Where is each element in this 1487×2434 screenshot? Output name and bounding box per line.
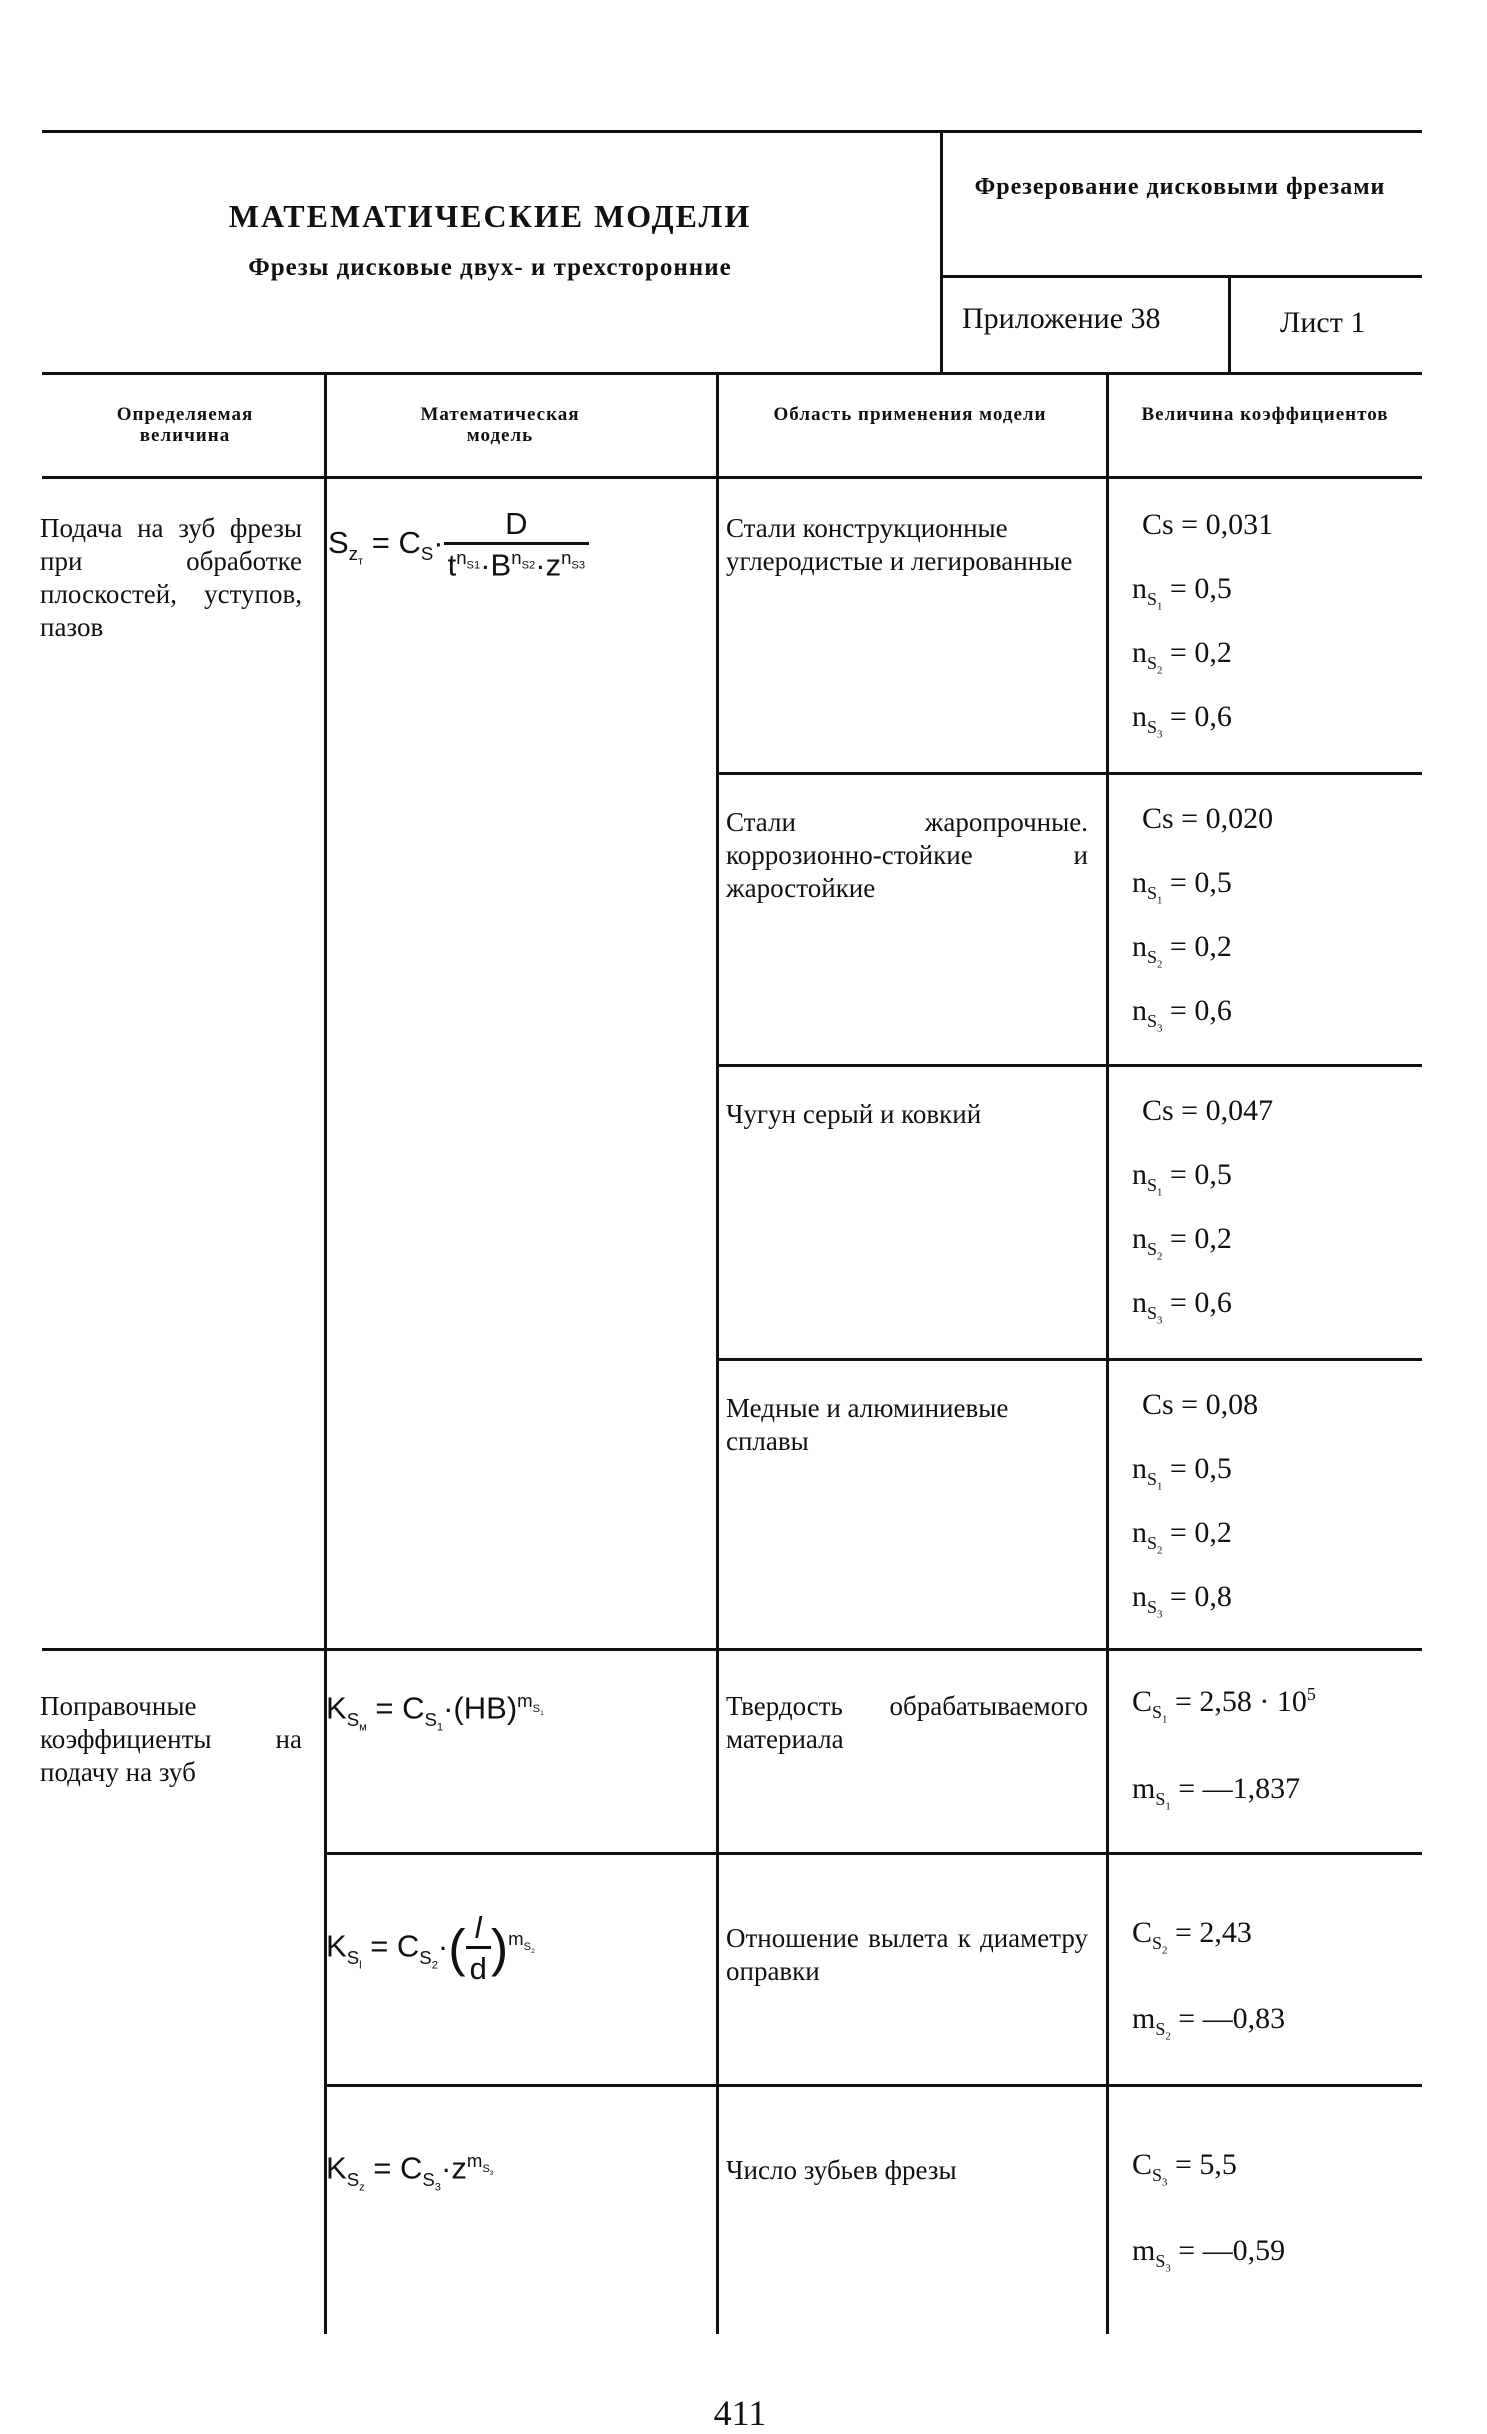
header-divider bbox=[940, 132, 943, 372]
table-top-rule bbox=[42, 372, 1422, 375]
coef-row-3-n2: $n_{S_2} = 0,2$ bbox=[1132, 1222, 1232, 1263]
area-row-5: Твердость обрабатываемого материала bbox=[726, 1691, 1088, 1754]
coef-row-6-m: $m_{S_2}$ = —0,83 bbox=[1132, 2002, 1286, 2043]
area-row-4: Медные и алюминиевые сплавы bbox=[726, 1393, 1009, 1456]
correction-formula-overhang: $K_{S_l} = C_{S_2}\cdot$( $\frac{l}{d}$ )$^{m_{S_2}}$ bbox=[326, 1910, 535, 1986]
coef-row-2-n3: $n_{S_3} = 0,6$ bbox=[1132, 994, 1232, 1035]
group2-quantity: Поправочные коэффициенты на подачу на зуб bbox=[40, 1691, 302, 1787]
coef-row-7-m: $m_{S_3}$ = —0,59 bbox=[1132, 2234, 1286, 2275]
coef-row-4-n2: $n_{S_2} = 0,2$ bbox=[1132, 1516, 1232, 1557]
col-line-2 bbox=[716, 374, 719, 2334]
coef-row-2-n2: $n_{S_2} = 0,2$ bbox=[1132, 930, 1232, 971]
col-header-quantity: Определяемая величина bbox=[116, 404, 254, 446]
group1-fraction: $\frac{D}{t^{n_{S1}}\cdot B^{n_{S2}}\cdot z^{n_{S3}}}$ bbox=[444, 506, 590, 583]
coef-row-1-n1: $n_{S_1} = 0,5$ bbox=[1132, 572, 1232, 613]
header-mid-rule bbox=[940, 275, 1422, 278]
top-rule bbox=[42, 130, 1422, 133]
group1-formula: $S_{z_т} = C_S\cdot$ $\frac{D}{t^{n_{S1}}\cdot B^{n_{S2}}\cdot z^{n_{S3}}}$ bbox=[328, 506, 589, 583]
area-row-1: Стали конструкционные углеродистые и легированные bbox=[726, 513, 1073, 576]
coef-row-5-m: $m_{S_1}$ = —1,837 bbox=[1132, 1772, 1301, 1813]
coef-row-1-n3: $n_{S_3} = 0,6$ bbox=[1132, 700, 1232, 741]
coef-row-6-c: $C_{S_2} = 2,43$ bbox=[1132, 1916, 1252, 1957]
correction-formula-teeth: $K_{S_z} = C_{S_3}\cdot z^{m_{S_3}}$ bbox=[326, 2150, 494, 2194]
appendix-divider bbox=[1228, 275, 1231, 372]
col-line-1 bbox=[324, 374, 327, 2334]
coef-row-2-n1: $n_{S_1} = 0,5$ bbox=[1132, 866, 1232, 907]
coef-row-4-cs: Cs = 0,08 bbox=[1142, 1388, 1259, 1421]
row-rule-1 bbox=[716, 772, 1422, 775]
appendix-label: Приложение 38 bbox=[962, 302, 1161, 335]
page-title: МАТЕМАТИЧЕСКИЕ МОДЕЛИ bbox=[228, 198, 752, 234]
coef-row-2-cs: Cs = 0,020 bbox=[1142, 802, 1274, 835]
coef-row-1-cs: Cs = 0,031 bbox=[1142, 508, 1274, 541]
row-rule-2 bbox=[716, 1064, 1422, 1067]
coef-row-3-cs: Cs = 0,047 bbox=[1142, 1094, 1274, 1127]
sheet-label: Лист 1 bbox=[1280, 306, 1366, 339]
row-rule-6 bbox=[324, 2084, 1422, 2087]
group-rule bbox=[42, 1648, 1422, 1651]
page-subtitle: Фрезы дисковые двух- и трехсторонние bbox=[248, 254, 732, 281]
col-line-3 bbox=[1106, 374, 1109, 2334]
coef-row-3-n1: $n_{S_1} = 0,5$ bbox=[1132, 1158, 1232, 1199]
col-header-model: Математическая модель bbox=[420, 404, 580, 446]
row-rule-5 bbox=[324, 1852, 1422, 1855]
area-row-2: Стали жаропрочные. коррозионно-стойкие и жаростойкие bbox=[726, 807, 1088, 903]
area-row-6: Отношение вылета к диаметру оправки bbox=[726, 1923, 1088, 1986]
coef-row-5-c: $C_{S_1} = 2,58 \cdot 10^5$ bbox=[1132, 1684, 1316, 1726]
page-number: 411 bbox=[713, 2393, 767, 2433]
coef-row-4-n3: $n_{S_3} = 0,8$ bbox=[1132, 1580, 1232, 1621]
coef-row-4-n1: $n_{S_1} = 0,5$ bbox=[1132, 1452, 1232, 1493]
section-name: Фрезерование дисковыми фрезами bbox=[974, 174, 1386, 200]
group1-quantity: Подача на зуб фрезы при обработке плоскостей, уступов, пазов bbox=[40, 513, 302, 642]
col-header-coefficients: Величина коэффициентов bbox=[1141, 404, 1389, 425]
area-row-7: Число зубьев фрезы bbox=[726, 2155, 957, 2185]
area-row-3: Чугун серый и ковкий bbox=[726, 1099, 982, 1129]
header-bottom-rule bbox=[42, 476, 1422, 479]
overhang-fraction: $\frac{l}{d}$ bbox=[466, 1910, 491, 1987]
correction-formula-hardness: $K_{S_м} = C_{S_1}\cdot(HB)^{m_{S_1}}$ bbox=[326, 1690, 544, 1734]
coef-row-1-n2: $n_{S_2} = 0,2$ bbox=[1132, 636, 1232, 677]
coef-row-7-c: $C_{S_3} = 5,5$ bbox=[1132, 2148, 1237, 2189]
col-header-area: Область применения модели bbox=[773, 404, 1047, 425]
row-rule-3 bbox=[716, 1358, 1422, 1361]
coef-row-3-n3: $n_{S_3} = 0,6$ bbox=[1132, 1286, 1232, 1327]
